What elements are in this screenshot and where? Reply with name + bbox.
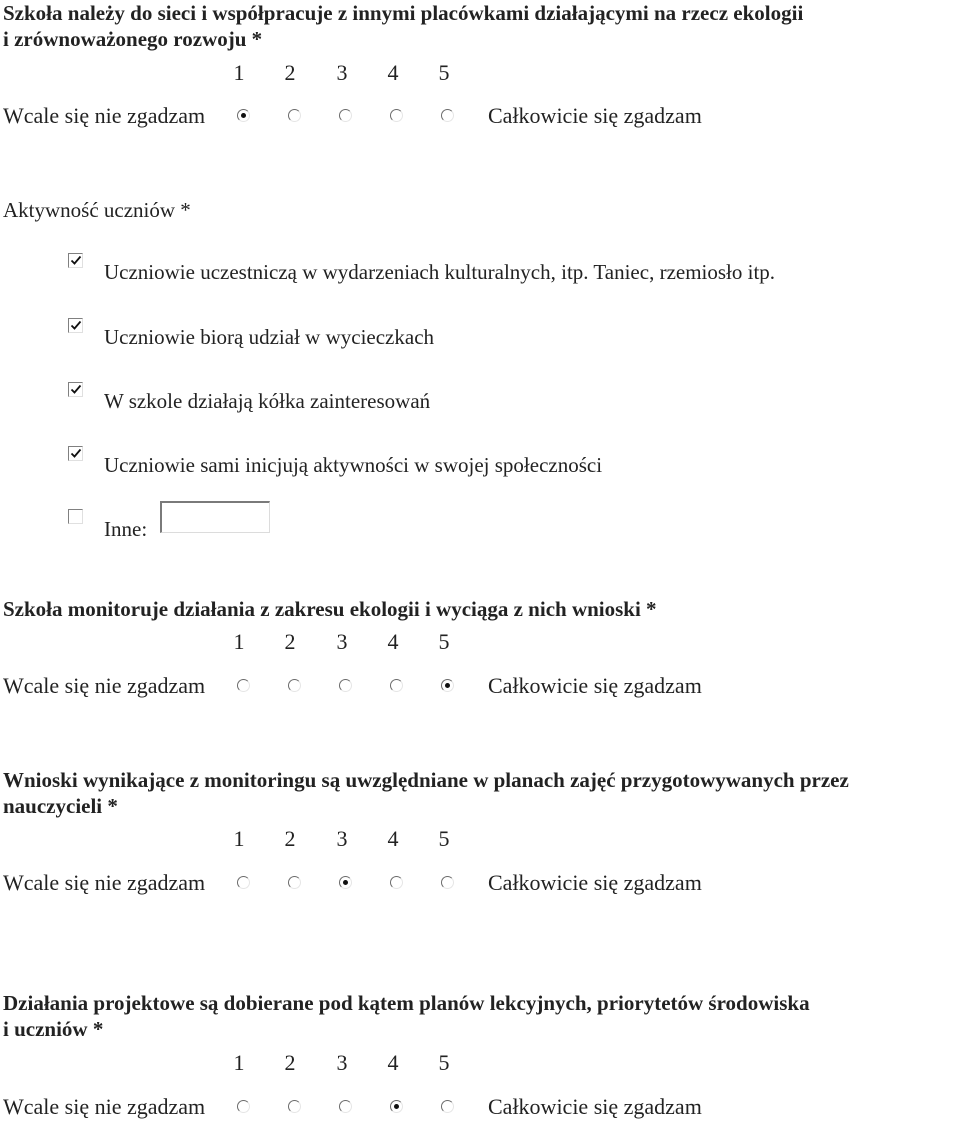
scale-number-4: 4: [387, 826, 399, 851]
scale-left-label: Wcale się nie zgadzam: [3, 673, 206, 698]
scale-left-label: Wcale się nie zgadzam: [3, 1094, 206, 1119]
scale-number-2: 2: [284, 826, 296, 851]
scale-number-1: 1: [233, 1050, 245, 1075]
q1-radio-2[interactable]: [288, 109, 301, 122]
q2-checkbox-4[interactable]: [68, 446, 83, 461]
q3-radio-5[interactable]: [441, 679, 454, 692]
scale-number-5: 5: [438, 826, 450, 851]
q5-radio-5[interactable]: [441, 1100, 454, 1113]
q4-radio-5[interactable]: [441, 876, 454, 889]
scale-number-2: 2: [284, 1050, 296, 1075]
q3-title: Szkoła monitoruje działania z zakresu ekologii i wyciąga z nich wnioski *: [3, 597, 657, 621]
scale-right-label: Całkowicie się zgadzam: [488, 103, 702, 128]
scale-number-4: 4: [387, 60, 399, 85]
q4-radio-2[interactable]: [288, 876, 301, 889]
q4-title-line2: nauczycieli *: [3, 794, 118, 818]
q3-radio-2[interactable]: [288, 679, 301, 692]
q2-checkbox-3[interactable]: [68, 382, 83, 397]
scale-number-1: 1: [233, 826, 245, 851]
q1-radio-3[interactable]: [339, 109, 352, 122]
q1-radio-5[interactable]: [441, 109, 454, 122]
scale-number-4: 4: [387, 629, 399, 654]
scale-number-2: 2: [284, 60, 296, 85]
q4-radio-3[interactable]: [339, 876, 352, 889]
q2-checkbox-2[interactable]: [68, 318, 83, 333]
scale-number-5: 5: [438, 1050, 450, 1075]
q5-title-line2: i uczniów *: [3, 1017, 104, 1041]
q5-radio-4[interactable]: [390, 1100, 403, 1113]
scale-number-1: 1: [233, 60, 245, 85]
q5-title-line1: Działania projektowe są dobierane pod kątem planów lekcyjnych, priorytetów środowiska: [3, 991, 810, 1015]
scale-number-5: 5: [438, 629, 450, 654]
q2-option-label-2: Uczniowie biorą udział w wycieczkach: [104, 325, 435, 349]
q1-radio-4[interactable]: [390, 109, 403, 122]
scale-number-3: 3: [336, 826, 348, 851]
q5-radio-2[interactable]: [288, 1100, 301, 1113]
checkmark-icon: [70, 384, 82, 395]
q2-option-label-3: W szkole działają kółka zainteresowań: [104, 389, 431, 413]
scale-left-label: Wcale się nie zgadzam: [3, 103, 206, 128]
scale-number-5: 5: [438, 60, 450, 85]
scale-right-label: Całkowicie się zgadzam: [488, 870, 702, 895]
scale-number-3: 3: [336, 629, 348, 654]
scale-right-label: Całkowicie się zgadzam: [488, 673, 702, 698]
q5-radio-3[interactable]: [339, 1100, 352, 1113]
q1-radio-1[interactable]: [237, 109, 250, 122]
q1-title-line1: Szkoła należy do sieci i współpracuje z innymi placówkami działającymi na rzecz ekologii: [3, 1, 804, 25]
scale-right-label: Całkowicie się zgadzam: [488, 1094, 702, 1119]
scale-number-3: 3: [336, 1050, 348, 1075]
q2-title: Aktywność uczniów *: [3, 198, 191, 222]
q4-radio-4[interactable]: [390, 876, 403, 889]
q3-radio-3[interactable]: [339, 679, 352, 692]
q2-other-label: Inne:: [104, 517, 148, 541]
q2-checkbox-other[interactable]: [68, 509, 83, 524]
q3-radio-4[interactable]: [390, 679, 403, 692]
scale-number-3: 3: [336, 60, 348, 85]
checkmark-icon: [70, 320, 82, 331]
q5-radio-1[interactable]: [237, 1100, 250, 1113]
scale-number-4: 4: [387, 1050, 399, 1075]
q4-title-line1: Wnioski wynikające z monitoringu są uwzględniane w planach zajęć przygotowywanych przez: [3, 768, 849, 792]
q2-checkbox-1[interactable]: [68, 253, 83, 268]
checkmark-icon: [70, 448, 82, 459]
q1-title-line2: i zrównoważonego rozwoju *: [3, 27, 263, 51]
q2-option-label-4: Uczniowie sami inicjują aktywności w swojej społeczności: [104, 453, 603, 477]
q4-radio-1[interactable]: [237, 876, 250, 889]
scale-left-label: Wcale się nie zgadzam: [3, 870, 206, 895]
q2-other-input[interactable]: [160, 501, 270, 533]
scale-number-1: 1: [233, 629, 245, 654]
scale-number-2: 2: [284, 629, 296, 654]
checkmark-icon: [70, 255, 82, 266]
q2-option-label-1: Uczniowie uczestniczą w wydarzeniach kulturalnych, itp. Taniec, rzemiosło itp.: [104, 260, 776, 284]
q3-radio-1[interactable]: [237, 679, 250, 692]
